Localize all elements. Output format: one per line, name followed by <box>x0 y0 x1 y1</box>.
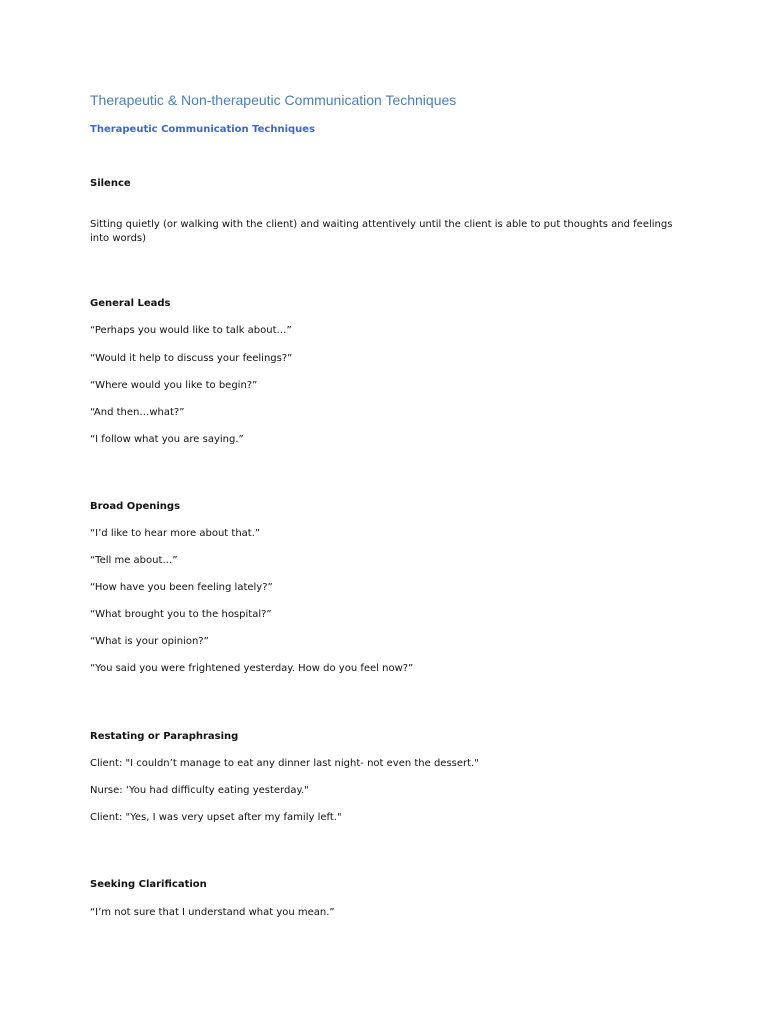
broad-openings-item: “Tell me about…” <box>90 555 178 566</box>
document-title: Therapeutic & Non-therapeutic Communication Techniques <box>90 92 457 108</box>
heading-silence: Silence <box>90 178 131 189</box>
seeking-clarification-item: “I’m not sure that I understand what you mean.” <box>90 907 335 918</box>
restating-item: Client: "I couldn’t manage to eat any dinner last night- not even the dessert." <box>90 758 479 769</box>
restating-item: Client: "Yes, I was very upset after my family left." <box>90 812 342 823</box>
general-leads-item: “Would it help to discuss your feelings?” <box>90 353 293 364</box>
heading-seeking-clarification: Seeking Clarification <box>90 879 207 890</box>
broad-openings-item: “How have you been feeling lately?” <box>90 582 273 593</box>
broad-openings-item: “I’d like to hear more about that.” <box>90 528 261 539</box>
heading-restating: Restating or Paraphrasing <box>90 731 239 742</box>
general-leads-item: “I follow what you are saying.” <box>90 434 244 445</box>
silence-description: Sitting quietly (or walking with the client) and waiting attentively until the client is able to put thoughts and feelings into words) <box>90 219 673 244</box>
section-title: Therapeutic Communication Techniques <box>90 124 316 135</box>
heading-general-leads: General Leads <box>90 298 171 309</box>
heading-broad-openings: Broad Openings <box>90 501 181 512</box>
restating-item: Nurse: ‘You had difficulty eating yesterday." <box>90 785 309 796</box>
general-leads-item: “Where would you like to begin?” <box>90 380 258 391</box>
general-leads-item: “And then…what?” <box>90 407 185 418</box>
broad-openings-item: “What is your opinion?” <box>90 636 209 647</box>
general-leads-item: “Perhaps you would like to talk about…” <box>90 325 292 336</box>
broad-openings-item: “You said you were frightened yesterday. How do you feel now?” <box>90 663 414 674</box>
broad-openings-item: “What brought you to the hospital?” <box>90 609 272 620</box>
